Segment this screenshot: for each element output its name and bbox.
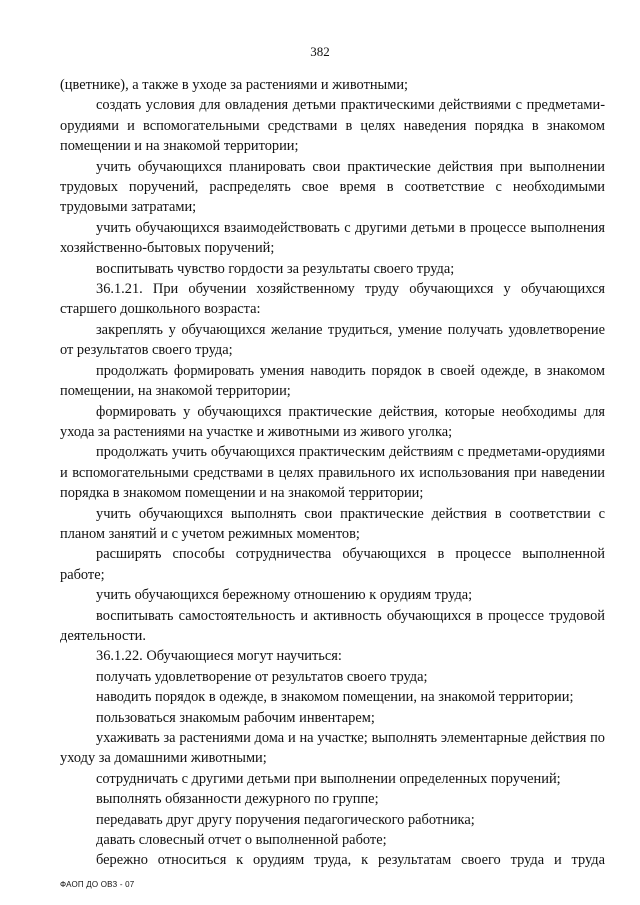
paragraph: бережно относиться к орудиям труда, к результатам своего труда и труда: [96, 852, 605, 869]
paragraph: учить обучающихся выполнять свои практические действия в соответствии с планом занятий и с учетом режимных моментов;: [60, 505, 605, 542]
paragraph: учить обучающихся взаимодействовать с другими детьми в процессе выполнения хозяйственно-бытовых поручений;: [60, 219, 605, 257]
paragraph: 36.1.22. Обучающиеся могут научиться:: [96, 648, 342, 665]
paragraph: сотрудничать с другими детьми при выполнении определенных поручений;: [96, 770, 561, 787]
paragraph: наводить порядок в одежде, в знакомом помещении, на знакомой территории;: [96, 689, 574, 706]
footer-code: ФАОП ДО ОВЗ - 07: [60, 880, 135, 889]
paragraph: расширять способы сотрудничества обучающихся в процессе выполненной работе;: [60, 546, 605, 583]
page-number: 382: [310, 44, 330, 59]
paragraph: передавать друг другу поручения педагогического работника;: [96, 811, 475, 828]
paragraph: продолжать формировать умения наводить порядок в своей одежде, в знакомом помещении, на знакомой территории;: [60, 362, 605, 400]
paragraph: создать условия для овладения детьми практическими действиями с предметами-орудиями и вспомогательными средствами в целях наведения порядка в знакомом помещении и на знакомой территории;: [60, 97, 605, 155]
paragraph: продолжать учить обучающихся практическим действиям с предметами-орудиями и вспомогательными средствами в целях правильного их использования при наведении порядка в знакомом помещении и на знакомой территории;: [60, 444, 605, 502]
paragraph: воспитывать самостоятельность и активность обучающихся в процессе трудовой деятельности.: [60, 607, 605, 644]
paragraph: воспитывать чувство гордости за результаты своего труда;: [96, 260, 455, 277]
paragraph: (цветнике), а также в уходе за растениями и животными;: [60, 77, 409, 93]
paragraph: выполнять обязанности дежурного по группе;: [96, 791, 379, 808]
paragraph: ухаживать за растениями дома и на участке; выполнять элементарные действия по уходу за домашними животными;: [60, 730, 605, 767]
paragraph: получать удовлетворение от результатов своего труда;: [96, 668, 428, 685]
paragraph: давать словесный отчет о выполненной работе;: [96, 832, 387, 849]
paragraph: учить обучающихся планировать свои практические действия при выполнении трудовых поручений, распределять свое время в соответствие с необходимыми трудовыми затратами;: [60, 158, 605, 216]
body-text: [60, 75, 605, 871]
paragraph: учить обучающихся бережному отношению к орудиям труда;: [96, 587, 473, 604]
paragraph: пользоваться знакомым рабочим инвентарем;: [96, 709, 375, 726]
paragraph: закреплять у обучающихся желание трудиться, умение получать удовлетворение от результатов своего труда;: [60, 321, 605, 359]
paragraph: 36.1.21. При обучении хозяйственному труду обучающихся у обучающихся старшего дошкольного возраста:: [60, 281, 605, 318]
paragraph: формировать у обучающихся практические действия, которые необходимы для ухода за растениями на участке и животными из живого уголка;: [60, 403, 605, 440]
